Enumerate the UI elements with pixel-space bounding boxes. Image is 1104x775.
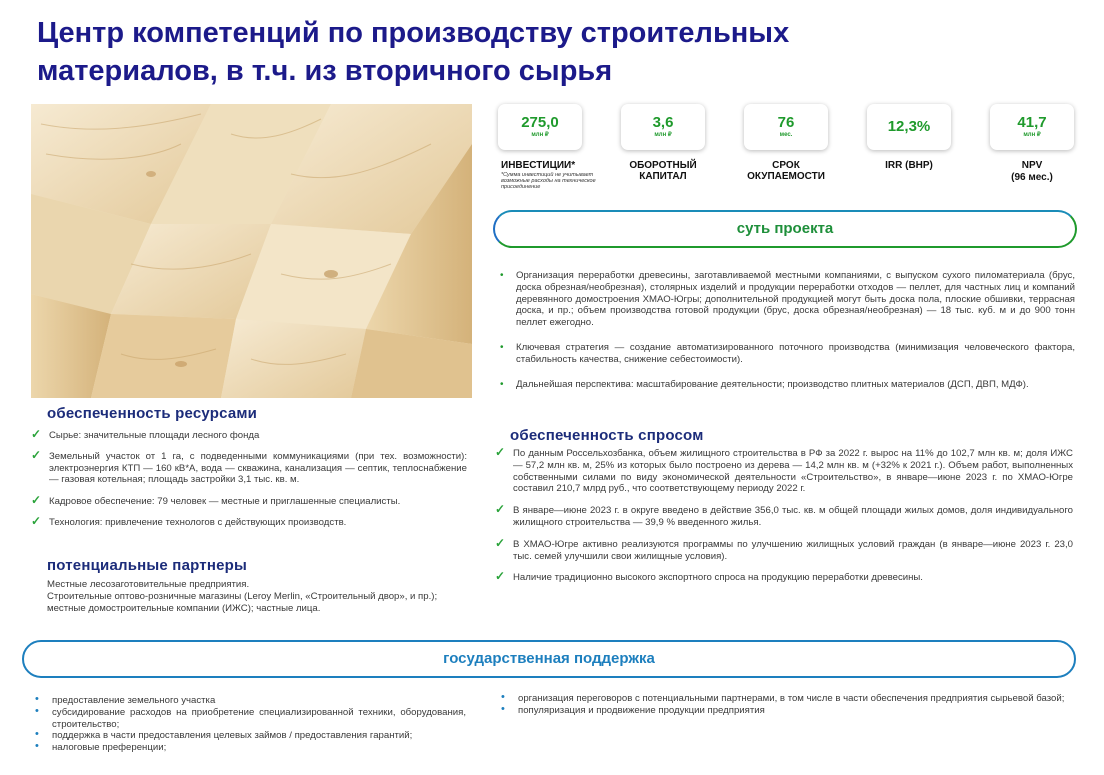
essence-bullet: • Ключевая стратегия — создание автоматизированного поточного производства (минимизация человеческого фактора, стабильность качества, снижение себестоимости). [500, 342, 1075, 366]
partners-line: Местные лесозаготовительные предприятия. [47, 579, 250, 590]
lumber-photo [31, 104, 472, 398]
gov-item: • поддержка в части предоставления целевых займов / предоставления гарантий; [34, 730, 466, 742]
lumber-illustration [31, 104, 472, 398]
kpi-investment [481, 104, 599, 190]
kpi-working-capital-box [621, 104, 705, 150]
kpi-irr-box [867, 104, 951, 150]
check-icon: ✓ [31, 447, 42, 462]
check-icon: ✓ [31, 493, 42, 508]
title-line-1: Центр компетенций по производству строительных [37, 17, 790, 49]
kpi-unit: млн ₽ [1023, 132, 1041, 138]
kpi-value: 41,7 [1017, 114, 1047, 131]
check-icon: ✓ [31, 513, 42, 528]
check-icon: ✓ [31, 427, 42, 441]
check-icon: ✓ [495, 535, 506, 550]
resources-item-text: Кадровое обеспечение: 79 человек — местные и приглашенные специалисты. [49, 496, 401, 508]
kpi-value: 12,3% [887, 118, 931, 135]
gov-item: • предоставление земельного участка [34, 695, 466, 707]
kpi-irr [850, 104, 968, 171]
kpi-npv-box [990, 104, 1074, 150]
kpi-unit: млн ₽ [654, 132, 672, 138]
demand-item-text: По данным Россельхозбанка, объем жилищного строительства в РФ за 2022 г. вырос на 11% до 102,7 млн кв. м; доля ИЖС — 57,2 млн кв. м, 25% из которых было построено из дерева — 14,2 млн кв. м (+32% к 2021 г.). Объем работ, выполненных собственными силами по виду экономической деятельности «Строительство», в январе—июне 2023 г. по ХМАО-Югре составил 210,7 млрд руб., что соответствующему периоду 2022 г. [513, 448, 1073, 495]
essence-header: суть проекта [493, 210, 1077, 248]
title-line-2: материалов, в т.ч. из вторичного сырья [37, 55, 613, 87]
kpi-working-capital [604, 104, 722, 182]
gov-item: • организация переговоров с потенциальными партнерами, в том числе в части обеспечения предприятия сырьевой базой; [500, 693, 1074, 705]
resources-heading: обеспеченность ресурсами [47, 405, 258, 422]
resources-item-text: Сырье: значительные площади лесного фонда [49, 430, 260, 441]
kpi-label: ОБОРОТНЫЙ КАПИТАЛ [629, 160, 697, 182]
demand-item-text: Наличие традиционно высокого экспортного спроса на продукцию переработки древесины. [513, 572, 923, 584]
kpi-npv [973, 104, 1091, 183]
demand-item [495, 502, 1073, 529]
resources-item-text: Земельный участок от 1 га, с подведенными коммуникациями (при тех. возможности): электроэнергия КТП — 160 кВ*А, вода — скважина, канализация — септик, теплоснабжение — газовая котельная; площадь застройки 3,1 тыс. кв. м. [49, 450, 467, 486]
kpi-payback-box [744, 104, 828, 150]
demand-item-text: В ХМАО-Югре активно реализуются программы по улучшению жилищных условий граждан (в январе—июне 2023 г. 23,0 тыс. семей улучшили свои жилищные условия). [513, 538, 1073, 562]
check-icon: ✓ [495, 502, 506, 517]
kpi-row [493, 104, 1083, 194]
check-icon: ✓ [495, 445, 506, 459]
partners-heading: потенциальные партнеры [47, 557, 248, 574]
kpi-unit: мес. [779, 132, 793, 138]
gov-item: • субсидирование расходов на приобретение специализированной техники, оборудования, строительство; [34, 707, 466, 731]
kpi-value: 275,0 [521, 114, 559, 131]
page-title [37, 14, 937, 90]
kpi-investment-box [498, 104, 582, 150]
check-icon: ✓ [495, 569, 506, 584]
gov-item: • налоговые преференции; [34, 742, 466, 754]
essence-list [500, 270, 1075, 403]
resources-list [31, 427, 467, 529]
kpi-payback [727, 104, 845, 182]
demand-item [495, 569, 1073, 584]
gov-support-left [34, 695, 466, 754]
kpi-label: СРОК ОКУПАЕМОСТИ [747, 160, 825, 182]
kpi-label-period: (96 мес.) [1011, 172, 1053, 183]
kpi-footnote: *Сумма инвестиций не учитывает возможные расходы на техническое присоединение [501, 172, 596, 190]
kpi-value: 3,6 [652, 114, 674, 131]
resources-item [31, 493, 467, 508]
demand-list [495, 445, 1073, 584]
partners-line: Строительные оптово-розничные магазины (Leroy Merlin, «Строительный двор», и пр.); местные домостроительные компании (ИЖС); частные лица. [47, 590, 438, 614]
demand-heading: обеспеченность спросом [510, 427, 704, 444]
resources-item [31, 427, 467, 442]
kpi-label: NPV [1021, 160, 1043, 171]
essence-bullet: • Дальнейшая перспектива: масштабирование деятельности; производство плитных материалов (ДСП, ДВП, МДФ). [500, 379, 1075, 391]
kpi-unit: млн ₽ [531, 132, 549, 138]
demand-item [495, 535, 1073, 563]
gov-item: • популяризация и продвижение продукции предприятия [500, 705, 1074, 717]
kpi-label: IRR (ВНР) [885, 160, 933, 171]
kpi-label: ИНВЕСТИЦИИ* [501, 160, 576, 171]
demand-item-text: В январе—июне 2023 г. в округе введено в действие 356,0 тыс. кв. м общей площади жилых домов, доля индивидуального жилищного строительства — 39,9 % введенного жилья. [513, 505, 1073, 528]
resources-item-text: Технология: привлечение технологов с действующих производств. [49, 516, 347, 528]
demand-item [495, 445, 1073, 495]
resources-item [31, 513, 467, 529]
resources-item [31, 447, 467, 486]
gov-support-right [500, 693, 1074, 717]
essence-bullet: • Организация переработки древесины, заготавливаемой местными компаниями, с выпуском сухого пиломатериала (брус, доска обрезная/необрезная), столярных изделий и продукции переработки отходов — пеллет, для частных лиц и компаний деревянного домостроения ХМАО-Югры; дополнительной продукцией могут быть доска пола, плоские обшивки, террасная доска, и пр.; объем производства готовой продукции (брус, доска обрезная/необрезная) — 18 тыс. куб. м и до 900 тонн пеллет ежегодно. [500, 270, 1075, 329]
partners-text [47, 579, 465, 614]
gov-support-header: государственная поддержка [22, 640, 1076, 678]
kpi-value: 76 [777, 114, 795, 131]
